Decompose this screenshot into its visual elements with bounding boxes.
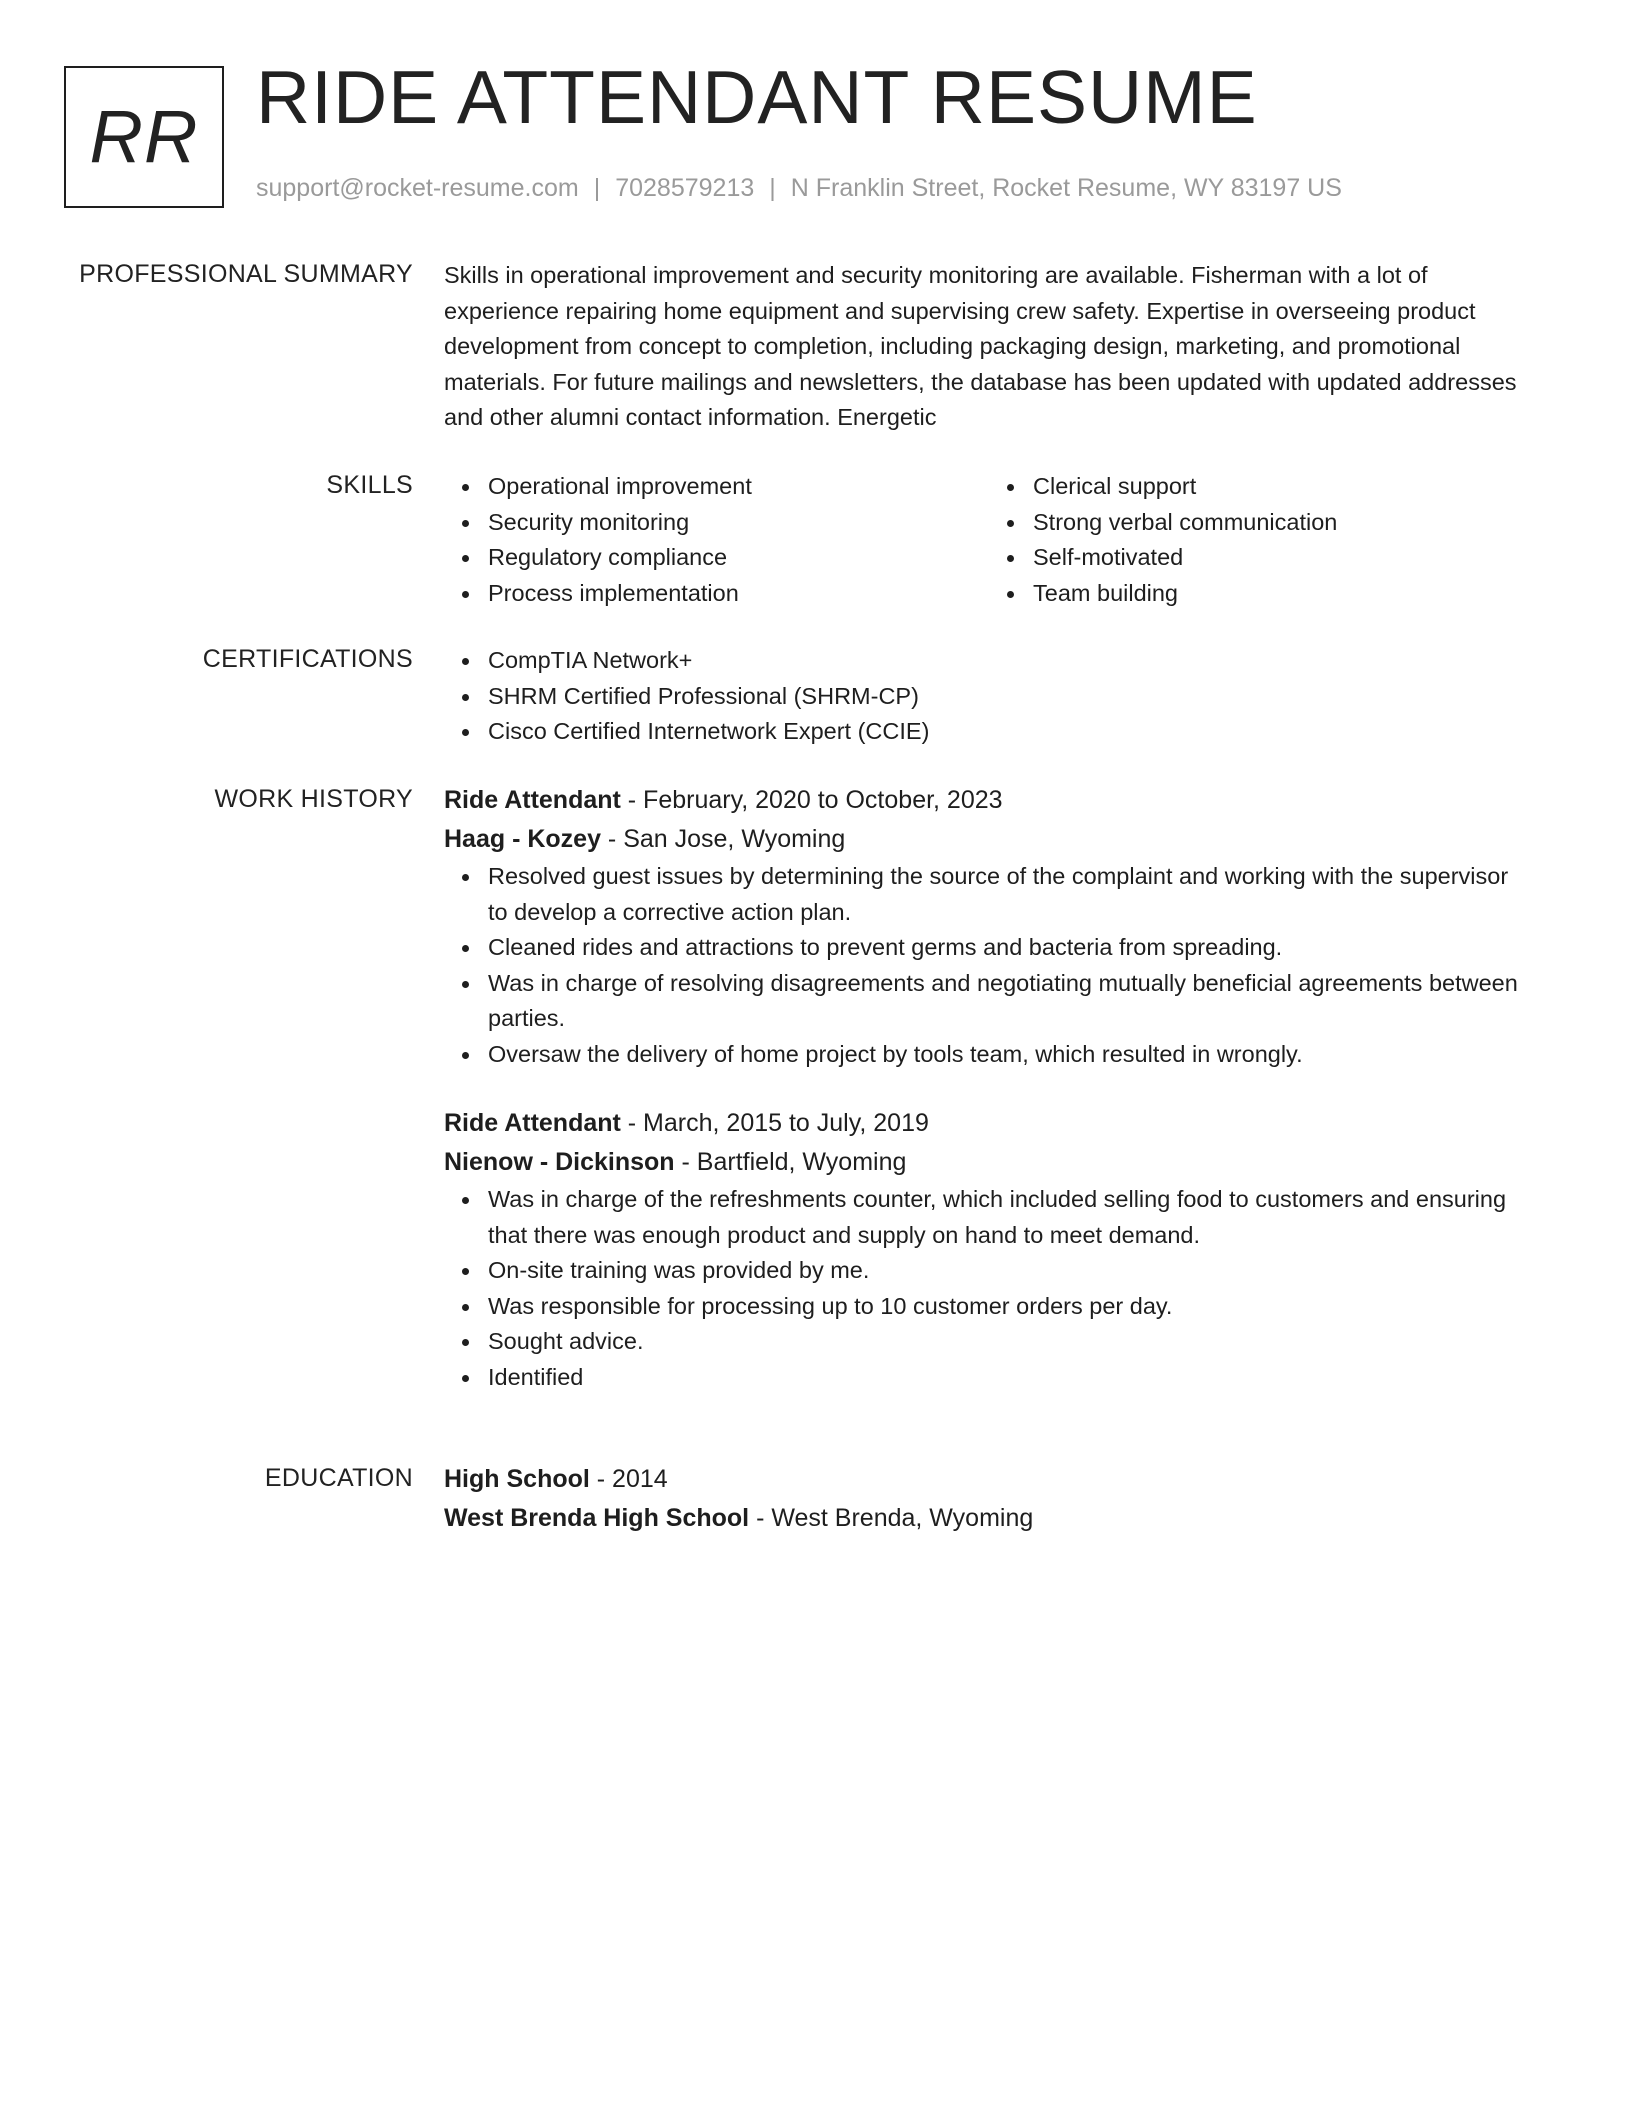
contact-address: N Franklin Street, Rocket Resume, WY 83197 US [790, 174, 1342, 202]
education-location: - West Brenda, Wyoming [749, 1504, 1034, 1532]
job-duty: Resolved guest issues by determining the source of the complaint and working with the supervisor to develop a corrective action plan. [488, 859, 1534, 930]
work-history-body [444, 781, 1534, 1395]
job-duty: Cleaned rides and attractions to prevent germs and bacteria from spreading. [488, 930, 1534, 966]
job-title: Ride Attendant [444, 786, 621, 814]
job-company-line [444, 820, 1534, 859]
job-location: - San Jose, Wyoming [600, 825, 846, 853]
job-company: Nienow - Dickinson [444, 1148, 675, 1176]
job-duty: Was responsible for processing up to 10 customer orders per day. [488, 1289, 1534, 1325]
job-duty: Oversaw the delivery of home project by tools team, which resulted in wrongly. [488, 1037, 1534, 1073]
education-body [444, 1460, 1534, 1538]
skill-item: Clerical support [1033, 469, 1534, 505]
job-title-line [444, 781, 1534, 820]
skills-grid [444, 469, 1534, 611]
job-duties-list [444, 1182, 1534, 1395]
job-dates: - February, 2020 to October, 2023 [620, 786, 1003, 814]
resume-title: RIDE ATTENDANT RESUME [256, 55, 1258, 139]
certifications-body [444, 643, 1534, 750]
section-heading-certifications: CERTIFICATIONS [202, 645, 413, 673]
skill-item: Regulatory compliance [488, 540, 989, 576]
section-heading-work-history: WORK HISTORY [214, 785, 413, 813]
contact-separator: | [769, 174, 776, 202]
skill-item: Strong verbal communication [1033, 505, 1534, 541]
summary-text: Skills in operational improvement and security monitoring are available. Fisherman with a lot of experience repairing home equipment and supervising crew safety. Expertise in overseeing product development from concept to completion, including packaging design, marketing, and promotional materials. For future mailings and newsletters, the database has been updated with updated addresses and other alumni contact information. Energetic [444, 262, 1517, 430]
certification-item: Cisco Certified Internetwork Expert (CCIE) [488, 714, 1534, 750]
job-company: Haag - Kozey [444, 825, 601, 853]
education-school-line [444, 1499, 1534, 1538]
contact-separator: | [593, 174, 601, 202]
section-heading-summary: PROFESSIONAL SUMMARY [79, 260, 413, 288]
skill-item: Security monitoring [488, 505, 989, 541]
education-school: West Brenda High School [444, 1504, 750, 1532]
certification-item: SHRM Certified Professional (SHRM-CP) [488, 679, 1534, 715]
section-heading-education: EDUCATION [264, 1464, 413, 1492]
job-location: - Bartfield, Wyoming [674, 1148, 907, 1176]
contact-phone[interactable]: 7028579213 [615, 174, 755, 202]
contact-email[interactable]: support@rocket-resume.com [256, 174, 579, 202]
job-company-line [444, 1143, 1534, 1182]
skill-item: Team building [1033, 576, 1534, 612]
monogram-initials: RR [89, 95, 199, 178]
job-duty: Sought advice. [488, 1324, 1534, 1360]
job-duty: On-site training was provided by me. [488, 1253, 1534, 1289]
education-degree-line [444, 1460, 1534, 1499]
education-degree: High School [444, 1465, 590, 1493]
monogram-box [64, 66, 224, 208]
job-entry [444, 1104, 1534, 1395]
job-duty: Was in charge of resolving disagreements and negotiating mutually beneficial agreements between parties. [488, 966, 1534, 1037]
education-year: - 2014 [589, 1465, 668, 1493]
contact-line [256, 174, 1342, 203]
job-duties-list [444, 859, 1534, 1072]
skills-list-right [989, 469, 1534, 611]
job-duty: Was in charge of the refreshments counter, which included selling food to customers and ensuring that there was enough product and supply on hand to meet demand. [488, 1182, 1534, 1253]
summary-body [444, 258, 1534, 436]
skill-item: Process implementation [488, 576, 989, 612]
skill-item: Operational improvement [488, 469, 989, 505]
job-title-line [444, 1104, 1534, 1143]
skill-item: Self-motivated [1033, 540, 1534, 576]
certifications-list [444, 643, 1534, 750]
section-heading-skills: SKILLS [326, 471, 413, 499]
job-entry [444, 781, 1534, 1072]
job-title: Ride Attendant [444, 1109, 621, 1137]
skills-list-left [444, 469, 989, 611]
certification-item: CompTIA Network+ [488, 643, 1534, 679]
job-dates: - March, 2015 to July, 2019 [620, 1109, 929, 1137]
job-duty: Identified [488, 1360, 1534, 1396]
